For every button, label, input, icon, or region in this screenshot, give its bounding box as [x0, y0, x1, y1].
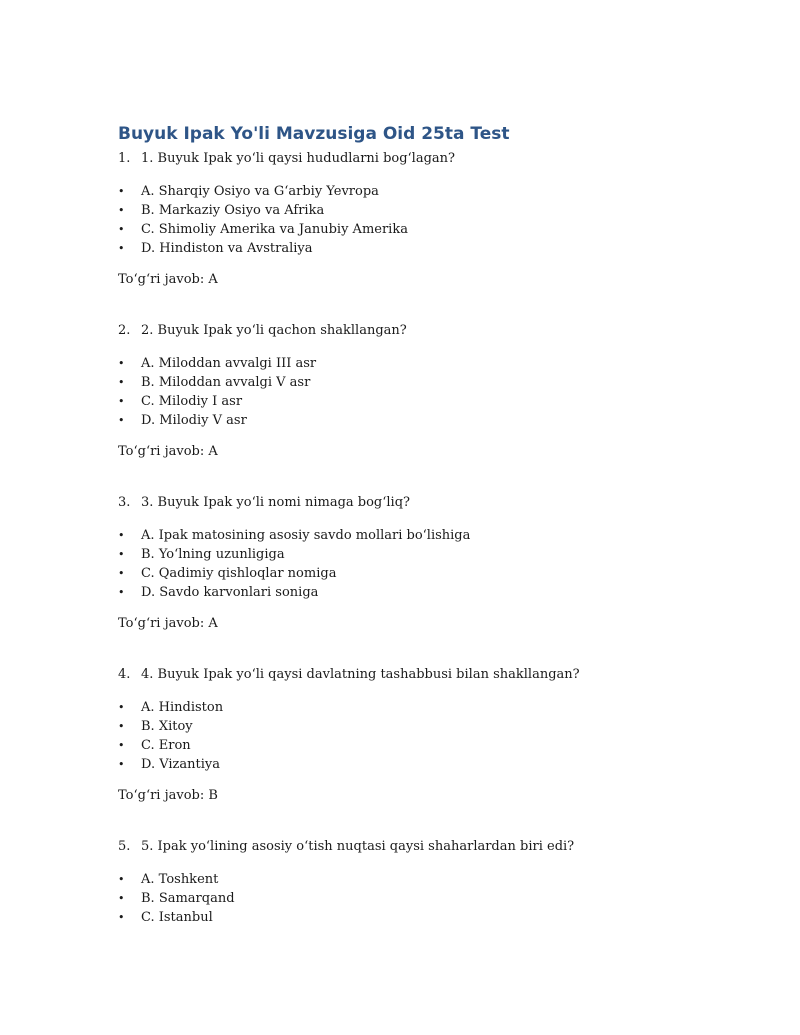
option-text: A. Toshkent [141, 872, 219, 887]
option-item [118, 755, 223, 774]
question-block [0, 494, 800, 666]
bullet-icon: • [118, 873, 125, 886]
option-list [118, 698, 223, 774]
option-text: C. Milodiy I asr [141, 394, 243, 409]
bullet-icon: • [118, 185, 125, 198]
bullet-icon: • [118, 414, 125, 427]
option-text: B. Miloddan avvalgi V asr [141, 375, 311, 390]
bullet-icon: • [118, 758, 125, 771]
bullet-icon: • [118, 701, 125, 714]
question-block [0, 838, 800, 1010]
option-item [118, 717, 223, 736]
bullet-icon: • [118, 911, 125, 924]
option-item [118, 564, 470, 583]
option-text: C. Eron [141, 738, 191, 753]
question-text: 1. Buyuk Ipak yo‘li qaysi hududlarni bog‘lagan? [141, 151, 456, 166]
bullet-icon: • [118, 720, 125, 733]
option-text: A. Sharqiy Osiyo va G‘arbiy Yevropa [141, 184, 379, 199]
option-item [118, 870, 235, 889]
question-number: 4. [118, 667, 131, 682]
option-item [118, 889, 235, 908]
option-item [118, 908, 235, 927]
bullet-icon: • [118, 357, 125, 370]
question-block [0, 322, 800, 494]
option-item [118, 354, 316, 373]
question-text: 3. Buyuk Ipak yo‘li nomi nimaga bog‘liq? [141, 495, 410, 510]
question-list [0, 150, 800, 1010]
option-text: B. Samarqand [141, 891, 235, 906]
question-text: 4. Buyuk Ipak yo‘li qaysi davlatning tashabbusi bilan shakllangan? [141, 667, 580, 682]
option-text: D. Milodiy V asr [141, 413, 247, 428]
option-text: D. Savdo karvonlari soniga [141, 585, 319, 600]
bullet-icon: • [118, 204, 125, 217]
option-item [118, 736, 223, 755]
option-list [118, 526, 470, 602]
bullet-icon: • [118, 223, 125, 236]
bullet-icon: • [118, 548, 125, 561]
option-item [118, 545, 470, 564]
option-item [118, 239, 408, 258]
option-text: A. Miloddan avvalgi III asr [141, 356, 317, 371]
question-block [0, 666, 800, 838]
bullet-icon: • [118, 892, 125, 905]
option-text: A. Ipak matosining asosiy savdo mollari bo‘lishiga [141, 528, 471, 543]
option-item [118, 182, 408, 201]
question-line [118, 666, 580, 684]
question-block [0, 150, 800, 322]
option-text: D. Vizantiya [141, 757, 220, 772]
option-item [118, 698, 223, 717]
question-line [118, 838, 574, 856]
question-number: 5. [118, 839, 131, 854]
document-title: Buyuk Ipak Yo'li Mavzusiga Oid 25ta Test [118, 124, 510, 144]
option-list [118, 182, 408, 258]
bullet-icon: • [118, 529, 125, 542]
option-list [118, 870, 235, 927]
question-line [118, 494, 410, 512]
question-number: 2. [118, 323, 131, 338]
correct-answer: To‘g‘ri javob: A [118, 444, 218, 459]
bullet-icon: • [118, 586, 125, 599]
question-number: 3. [118, 495, 131, 510]
option-text: B. Yo‘lning uzunligiga [141, 547, 285, 562]
correct-answer: To‘g‘ri javob: B [118, 788, 218, 803]
option-item [118, 526, 470, 545]
bullet-icon: • [118, 376, 125, 389]
option-item [118, 201, 408, 220]
option-text: B. Markaziy Osiyo va Afrika [141, 203, 325, 218]
question-line [118, 150, 455, 168]
option-text: C. Istanbul [141, 910, 213, 925]
option-text: C. Qadimiy qishloqlar nomiga [141, 566, 337, 581]
question-number: 1. [118, 151, 131, 166]
option-list [118, 354, 316, 430]
bullet-icon: • [118, 395, 125, 408]
option-text: D. Hindiston va Avstraliya [141, 241, 313, 256]
correct-answer: To‘g‘ri javob: A [118, 616, 218, 631]
option-item [118, 392, 316, 411]
option-item [118, 373, 316, 392]
option-item [118, 220, 408, 239]
bullet-icon: • [118, 242, 125, 255]
option-item [118, 411, 316, 430]
bullet-icon: • [118, 567, 125, 580]
option-item [118, 583, 470, 602]
option-text: A. Hindiston [141, 700, 224, 715]
correct-answer: To‘g‘ri javob: A [118, 272, 218, 287]
question-text: 2. Buyuk Ipak yo‘li qachon shakllangan? [141, 323, 407, 338]
question-text: 5. Ipak yo‘lining asosiy o‘tish nuqtasi qaysi shaharlardan biri edi? [141, 839, 575, 854]
option-text: B. Xitoy [141, 719, 193, 734]
bullet-icon: • [118, 739, 125, 752]
option-text: C. Shimoliy Amerika va Janubiy Amerika [141, 222, 408, 237]
question-line [118, 322, 407, 340]
